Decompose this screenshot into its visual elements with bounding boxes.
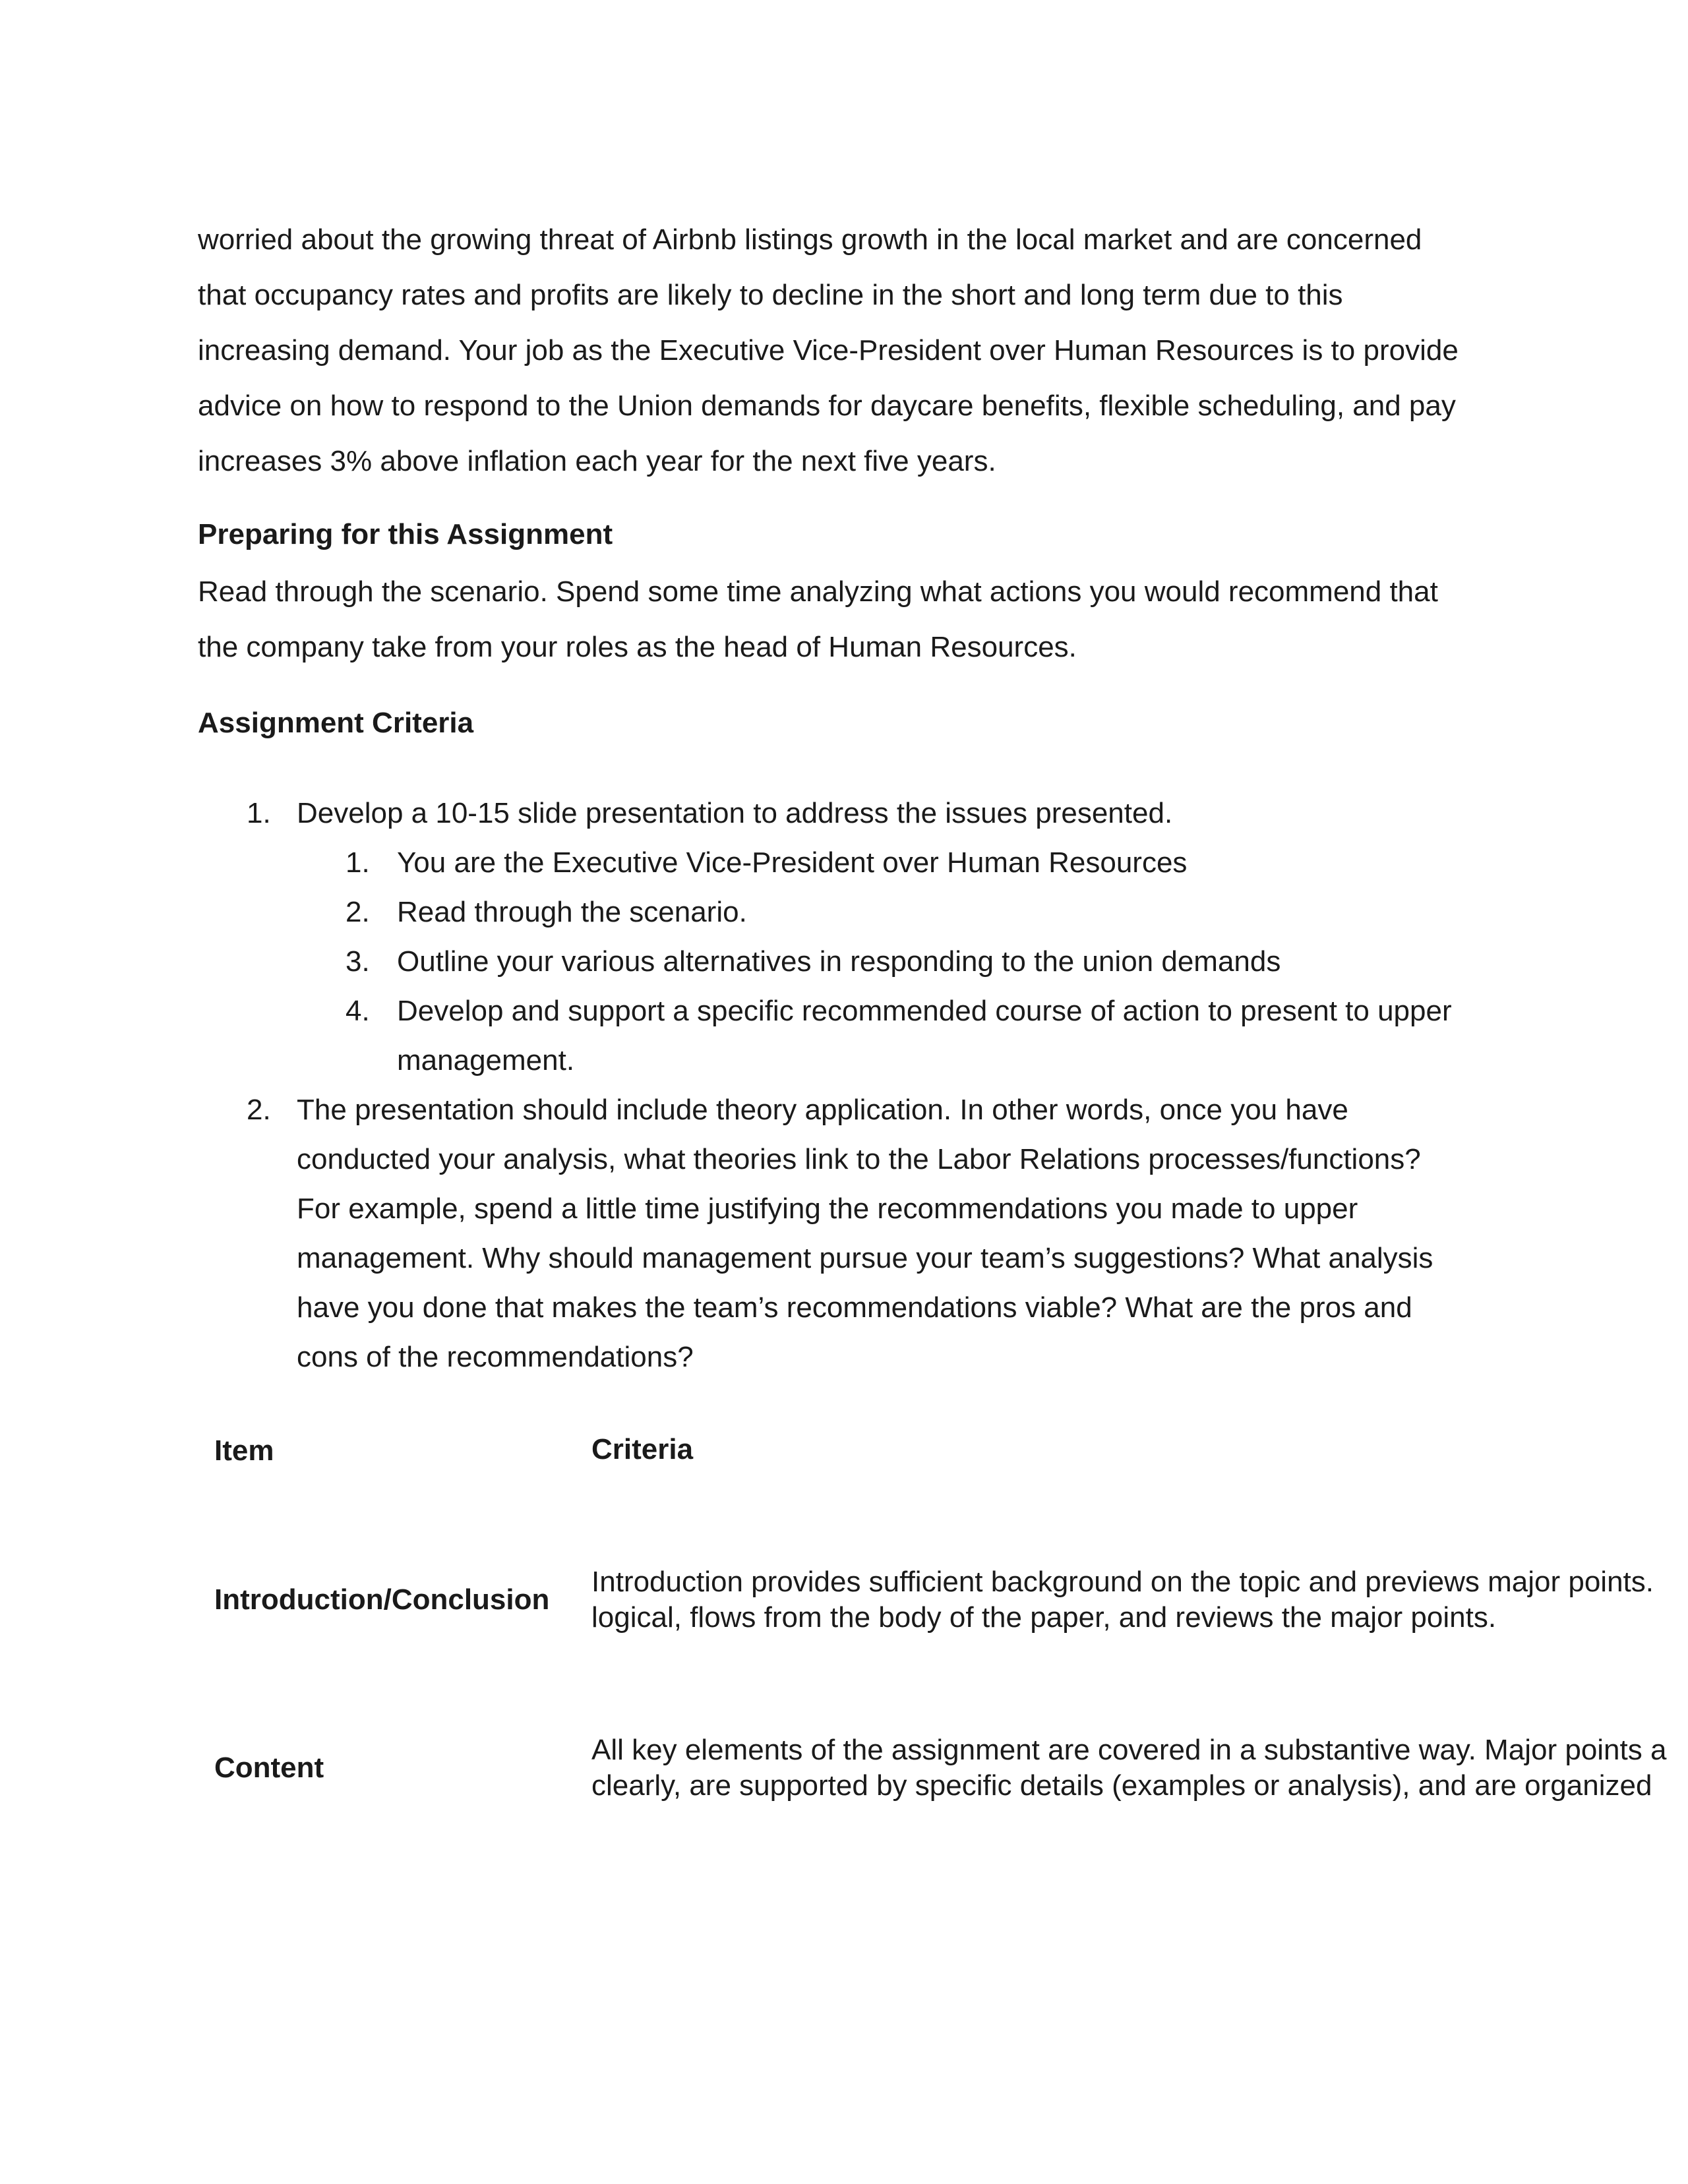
list-item-text: Develop and support a specific recommended course of action to present to upper xyxy=(397,995,1452,1027)
list-number: 1. xyxy=(247,797,271,829)
intro-line: increases 3% above inflation each year for the next five years. xyxy=(198,445,996,477)
list-item-text: conducted your analysis, what theories link to the Labor Relations processes/functions? xyxy=(297,1143,1421,1175)
list-item-text: Develop a 10-15 slide presentation to address the issues presented. xyxy=(297,797,1173,829)
criteria-line: logical, flows from the body of the paper, and reviews the major points. xyxy=(591,1601,1497,1634)
list-item-text: Read through the scenario. xyxy=(397,896,747,928)
table-row-item: Introduction/Conclusion xyxy=(214,1583,550,1616)
preparing-line: Read through the scenario. Spend some time analyzing what actions you would recommend that xyxy=(198,576,1438,608)
criteria-line: clearly, are supported by specific details (examples or analysis), and are organized xyxy=(591,1769,1652,1802)
list-item-text: You are the Executive Vice-President over Human Resources xyxy=(397,846,1188,879)
list-number: 2. xyxy=(346,896,370,928)
list-item-text: management. xyxy=(397,1044,575,1077)
intro-line: increasing demand. Your job as the Executive Vice-President over Human Resources is to provide xyxy=(198,334,1459,367)
preparing-paragraph xyxy=(198,564,1517,675)
list-number: 3. xyxy=(346,945,370,978)
list-item-text: management. Why should management pursue your team’s suggestions? What analysis xyxy=(297,1242,1433,1274)
list-item-text: For example, spend a little time justifying the recommendations you made to upper xyxy=(297,1193,1358,1225)
preparing-line: the company take from your roles as the head of Human Resources. xyxy=(198,631,1077,663)
criteria-line: Introduction provides sufficient background on the topic and previews major points. xyxy=(591,1566,1654,1598)
list-item-text: The presentation should include theory application. In other words, once you have xyxy=(297,1094,1348,1126)
list-item-text: have you done that makes the team’s recommendations viable? What are the pros and xyxy=(297,1291,1412,1324)
list-item-text: cons of the recommendations? xyxy=(297,1341,694,1373)
list-number: 4. xyxy=(346,995,370,1027)
list-number: 2. xyxy=(247,1094,271,1126)
intro-line: that occupancy rates and profits are likely to decline in the short and long term due to this xyxy=(198,279,1343,311)
preparing-heading: Preparing for this Assignment xyxy=(198,518,613,550)
criteria-line: All key elements of the assignment are covered in a substantive way. Major points a xyxy=(591,1734,1667,1766)
list-number: 1. xyxy=(346,846,370,879)
intro-line: worried about the growing threat of Airbnb listings growth in the local market and are concerned xyxy=(198,223,1422,256)
intro-paragraph xyxy=(198,212,1517,489)
list-item-text: Outline your various alternatives in responding to the union demands xyxy=(397,945,1281,978)
table-row-criteria xyxy=(591,1732,1666,1804)
table-header-criteria: Criteria xyxy=(591,1433,694,1465)
table-row-item: Content xyxy=(214,1752,324,1784)
assignment-criteria-heading: Assignment Criteria xyxy=(198,707,474,739)
intro-line: advice on how to respond to the Union demands for daycare benefits, flexible scheduling, and pay xyxy=(198,390,1456,422)
table-header-item: Item xyxy=(214,1434,274,1467)
table-row-criteria xyxy=(591,1564,1654,1636)
